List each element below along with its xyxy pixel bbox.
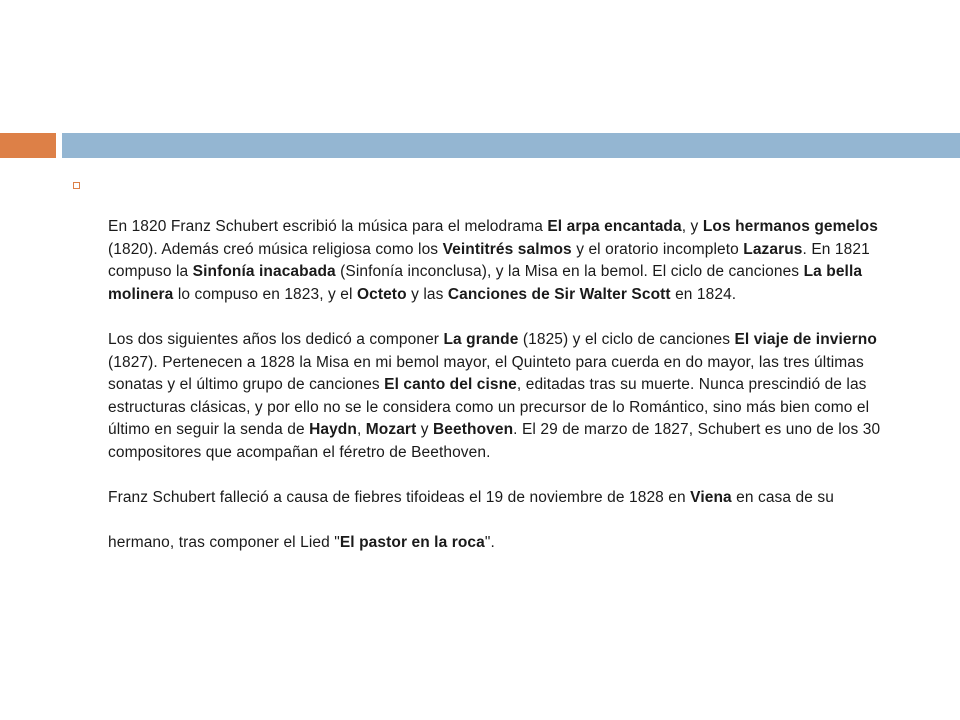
- paragraph-4: [108, 532, 908, 555]
- text-run: en 1824.: [670, 285, 737, 303]
- bold-run: Los hermanos gemelos: [702, 218, 878, 235]
- text-run: en casa de su: [731, 489, 834, 507]
- bold-run: Viena: [690, 489, 732, 507]
- bold-run: El viaje de invierno: [734, 330, 877, 348]
- text-run: y: [416, 421, 433, 439]
- bold-run: Sinfonía inacabada: [192, 263, 336, 281]
- text-run: (Sinfonía inconclusa), y la Misa en la bemol. El ciclo de canciones: [335, 263, 804, 281]
- text-run: (1827). Pertenecen a 1828 la Misa en mi bemol mayor, el Quinteto para cuerda en do mayor, las tres últimas sonatas y el último grupo de canciones: [108, 353, 864, 394]
- text-run: ,: [356, 421, 366, 439]
- text-run: Franz Schubert falleció a causa de fiebres tifoideas el 19 de noviembre de 1828 en: [108, 489, 691, 507]
- text-run: ".: [484, 533, 495, 551]
- bold-run: El canto del cisne: [384, 376, 517, 394]
- bold-run: Canciones de Sir Walter Scott: [447, 285, 671, 303]
- bold-run: Beethoven: [433, 421, 514, 439]
- text-run: , y: [681, 218, 703, 235]
- paragraph-1: [108, 216, 908, 306]
- bold-run: Mozart: [365, 421, 417, 439]
- slide-body: [108, 216, 908, 554]
- bold-run: La grande: [443, 330, 519, 348]
- bold-run: La bella molinera: [108, 263, 863, 303]
- text-run: y las: [406, 285, 448, 303]
- bold-run: Lazarus: [743, 240, 803, 258]
- text-run: (1825) y el ciclo de canciones: [518, 330, 735, 348]
- text-run: En 1820 Franz Schubert escribió la música para el melodrama: [108, 218, 548, 235]
- text-run: , editadas tras su muerte. Nunca prescindió de las estructuras clásicas, y por ello no se le considera como un precursor de lo Romántico, sino más bien como el último en seguir la senda de: [108, 376, 870, 439]
- header-accent-blue-bar: [62, 133, 960, 158]
- text-run: . En 1821 compuso la: [108, 240, 870, 281]
- bold-run: Octeto: [356, 285, 407, 303]
- text-run: hermano, tras componer el Lied ": [108, 533, 340, 551]
- text-run: . El 29 de marzo de 1827, Schubert es uno de los 30 compositores que acompañan el féretro de Beethoven.: [108, 421, 881, 461]
- square-bullet-icon: [73, 182, 80, 189]
- header-accent-orange-bar: [0, 133, 56, 158]
- text-run: y el oratorio incompleto: [571, 240, 744, 258]
- bold-run: Haydn: [309, 421, 357, 439]
- bold-run: Veintitrés salmos: [442, 240, 572, 258]
- text-run: Los dos siguientes años los dedicó a componer: [108, 330, 444, 348]
- paragraph-3: [108, 487, 908, 510]
- text-run: (1820). Además creó música religiosa como los: [108, 240, 443, 258]
- paragraph-2: [108, 329, 908, 465]
- paragraph-gap: [108, 510, 908, 532]
- text-run: lo compuso en 1823, y el: [173, 285, 357, 303]
- bold-run: El pastor en la roca: [339, 533, 485, 551]
- bold-run: El arpa encantada: [547, 218, 682, 235]
